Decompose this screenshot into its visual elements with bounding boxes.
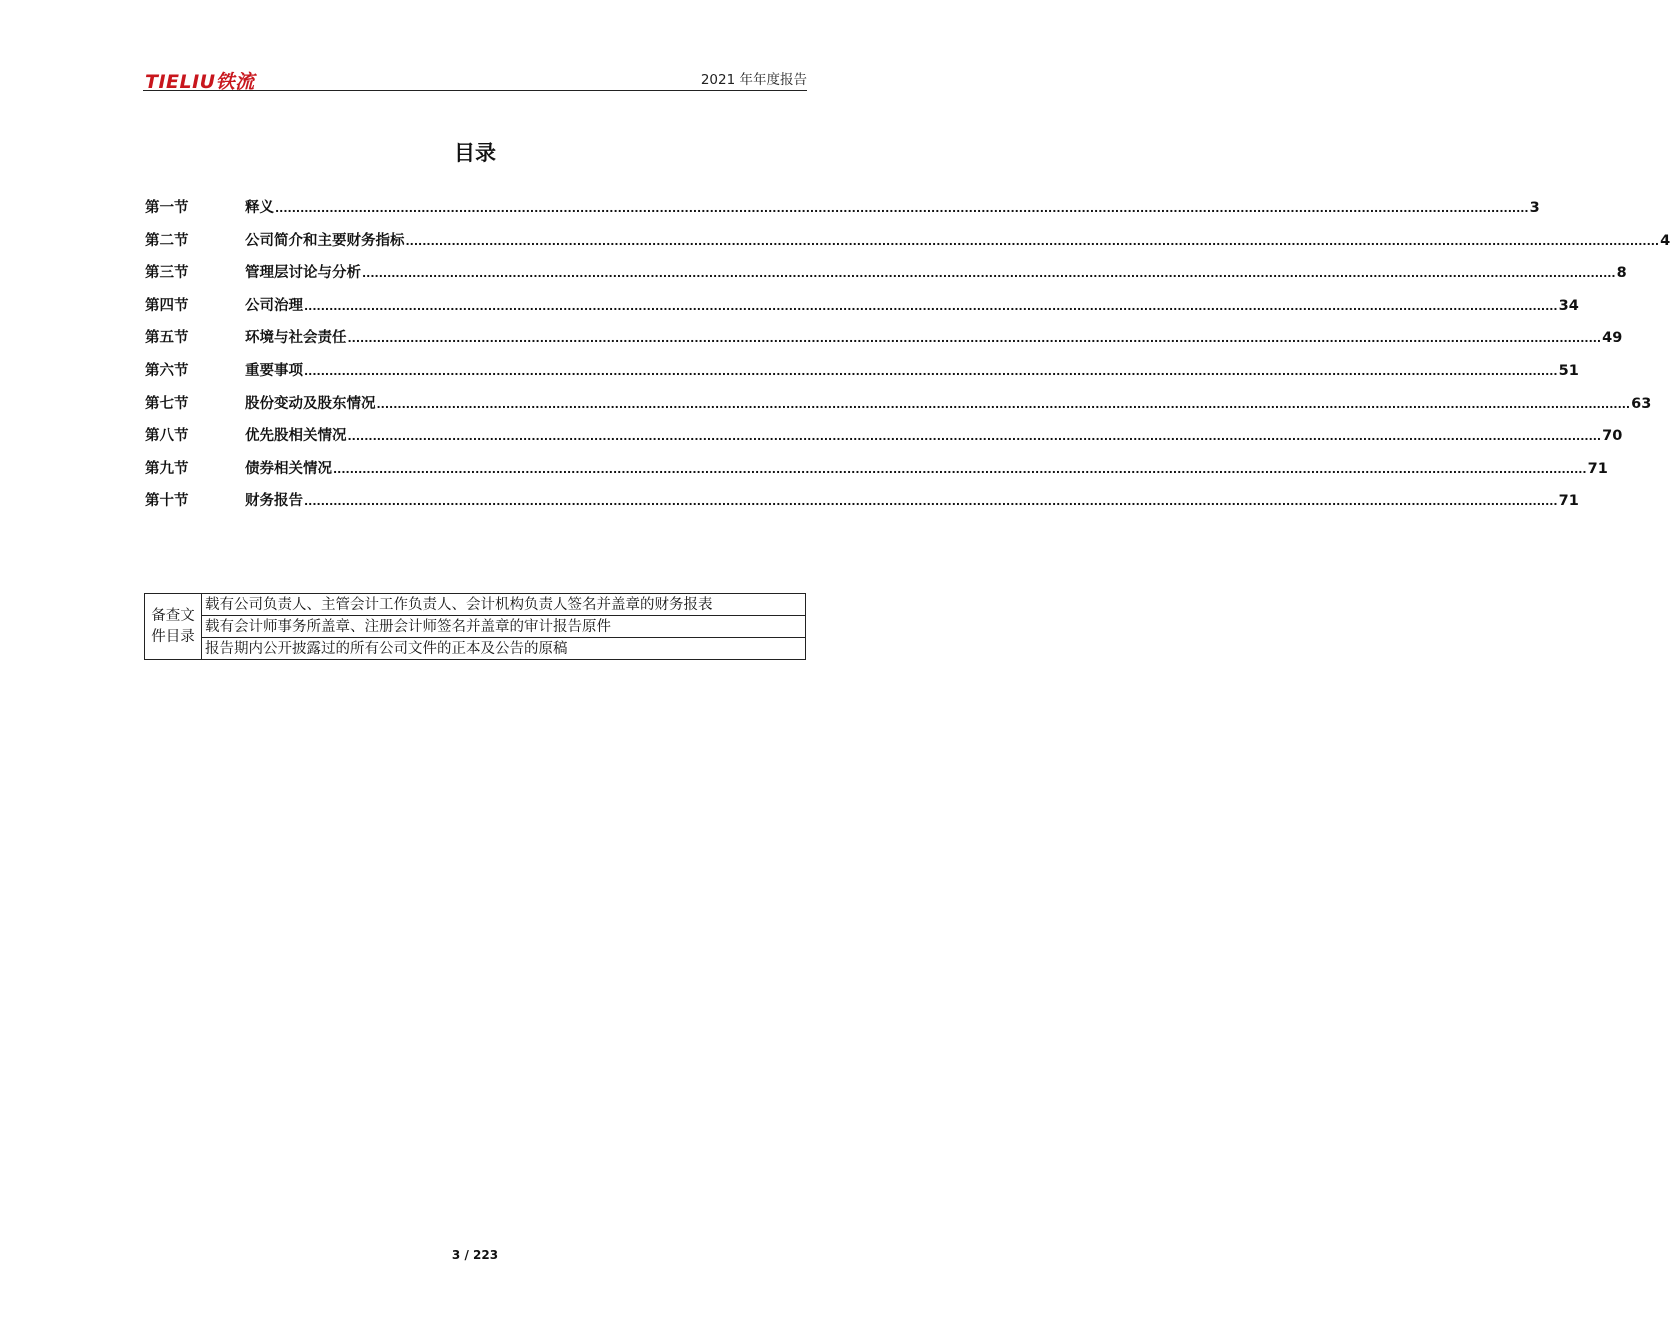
toc-section-title: 优先股相关情况 xyxy=(245,428,347,445)
toc-page-number: 34 xyxy=(1558,297,1579,314)
toc-entry[interactable] xyxy=(145,261,1627,294)
toc-section-number: 第八节 xyxy=(145,428,189,445)
toc-section-number: 第四节 xyxy=(145,297,189,314)
toc-entry[interactable] xyxy=(145,294,1579,327)
toc-section-number: 第五节 xyxy=(145,330,189,347)
toc-page-number: 71 xyxy=(1558,493,1579,510)
reference-file-item: 报告期内公开披露过的所有公司文件的正本及公告的原稿 xyxy=(202,638,806,660)
toc-dot-leader: ............................................................................................................................................................................................................................................................................................................ xyxy=(362,267,1616,281)
toc-dot-leader: ............................................................................................................................................................................................................................................................................................................ xyxy=(376,397,1631,411)
report-title: 2021 年年度报告 xyxy=(700,72,807,88)
reference-file-item: 载有公司负责人、主管会计工作负责人、会计机构负责人签名并盖章的财务报表 xyxy=(202,594,806,616)
toc-section-title: 公司治理 xyxy=(245,297,303,314)
toc-entry[interactable] xyxy=(145,392,1652,425)
toc-dot-leader: ............................................................................................................................................................................................................................................................................................................ xyxy=(304,299,1558,313)
reference-files-row xyxy=(145,638,806,660)
toc-section-title: 债券相关情况 xyxy=(245,460,332,477)
toc-page-number: 70 xyxy=(1602,428,1623,445)
toc-dot-leader: ............................................................................................................................................................................................................................................................................................................ xyxy=(304,495,1558,509)
page-number: 3 / 223 xyxy=(451,1248,499,1262)
toc-entry[interactable] xyxy=(145,196,1540,229)
toc-section-number: 第七节 xyxy=(145,395,189,412)
toc-section-number: 第一节 xyxy=(145,200,189,216)
toc-page-number: 63 xyxy=(1631,395,1652,412)
reference-files-table xyxy=(144,593,806,660)
reference-file-item: 载有会计师事务所盖章、注册会计师签名并盖章的审计报告原件 xyxy=(202,616,806,638)
toc-dot-leader: ............................................................................................................................................................................................................................................................................................................ xyxy=(275,202,1529,215)
toc-dot-leader: ............................................................................................................................................................................................................................................................................................................ xyxy=(347,332,1602,346)
toc-dot-leader: ............................................................................................................................................................................................................................................................................................................ xyxy=(333,462,1587,476)
toc-section-title: 股份变动及股东情况 xyxy=(245,395,376,412)
toc-section-title: 重要事项 xyxy=(245,362,303,379)
toc-section-number: 第六节 xyxy=(145,362,189,379)
toc-dot-leader: ............................................................................................................................................................................................................................................................................................................ xyxy=(347,430,1602,444)
reference-files-row xyxy=(145,594,806,616)
toc-section-title: 环境与社会责任 xyxy=(245,330,347,347)
toc-entry[interactable] xyxy=(145,229,1670,262)
toc-entry[interactable] xyxy=(145,326,1623,359)
toc-entry[interactable] xyxy=(145,457,1608,490)
toc-section-number: 第十节 xyxy=(145,493,189,510)
toc-page-number: 3 xyxy=(1529,200,1540,216)
company-logo: TIELIU铁流 xyxy=(145,71,255,93)
page-header xyxy=(143,64,807,91)
toc-page-number: 4 xyxy=(1660,232,1670,249)
toc-page-number: 8 xyxy=(1616,265,1627,282)
reference-files-row xyxy=(145,616,806,638)
toc-entry[interactable] xyxy=(145,359,1579,392)
toc-section-title: 释义 xyxy=(245,200,274,216)
toc-page-number: 49 xyxy=(1602,330,1623,347)
toc-section-title: 公司简介和主要财务指标 xyxy=(245,232,405,249)
toc-entry[interactable] xyxy=(145,489,1579,522)
toc-section-number: 第三节 xyxy=(145,265,189,282)
reference-files-heading: 备查文件目录 xyxy=(145,594,202,660)
toc-section-title: 管理层讨论与分析 xyxy=(245,265,361,282)
toc-page-number: 71 xyxy=(1587,460,1608,477)
toc-page-number: 51 xyxy=(1558,362,1579,379)
toc-section-title: 财务报告 xyxy=(245,493,303,510)
toc-entry[interactable] xyxy=(145,424,1623,457)
toc-title: 目录 xyxy=(454,141,496,165)
toc-dot-leader: ............................................................................................................................................................................................................................................................................................................ xyxy=(304,364,1558,378)
toc-section-number: 第九节 xyxy=(145,460,189,477)
toc-dot-leader: ............................................................................................................................................................................................................................................................................................................ xyxy=(405,234,1660,248)
toc-section-number: 第二节 xyxy=(145,232,189,249)
table-of-contents xyxy=(145,196,1670,522)
